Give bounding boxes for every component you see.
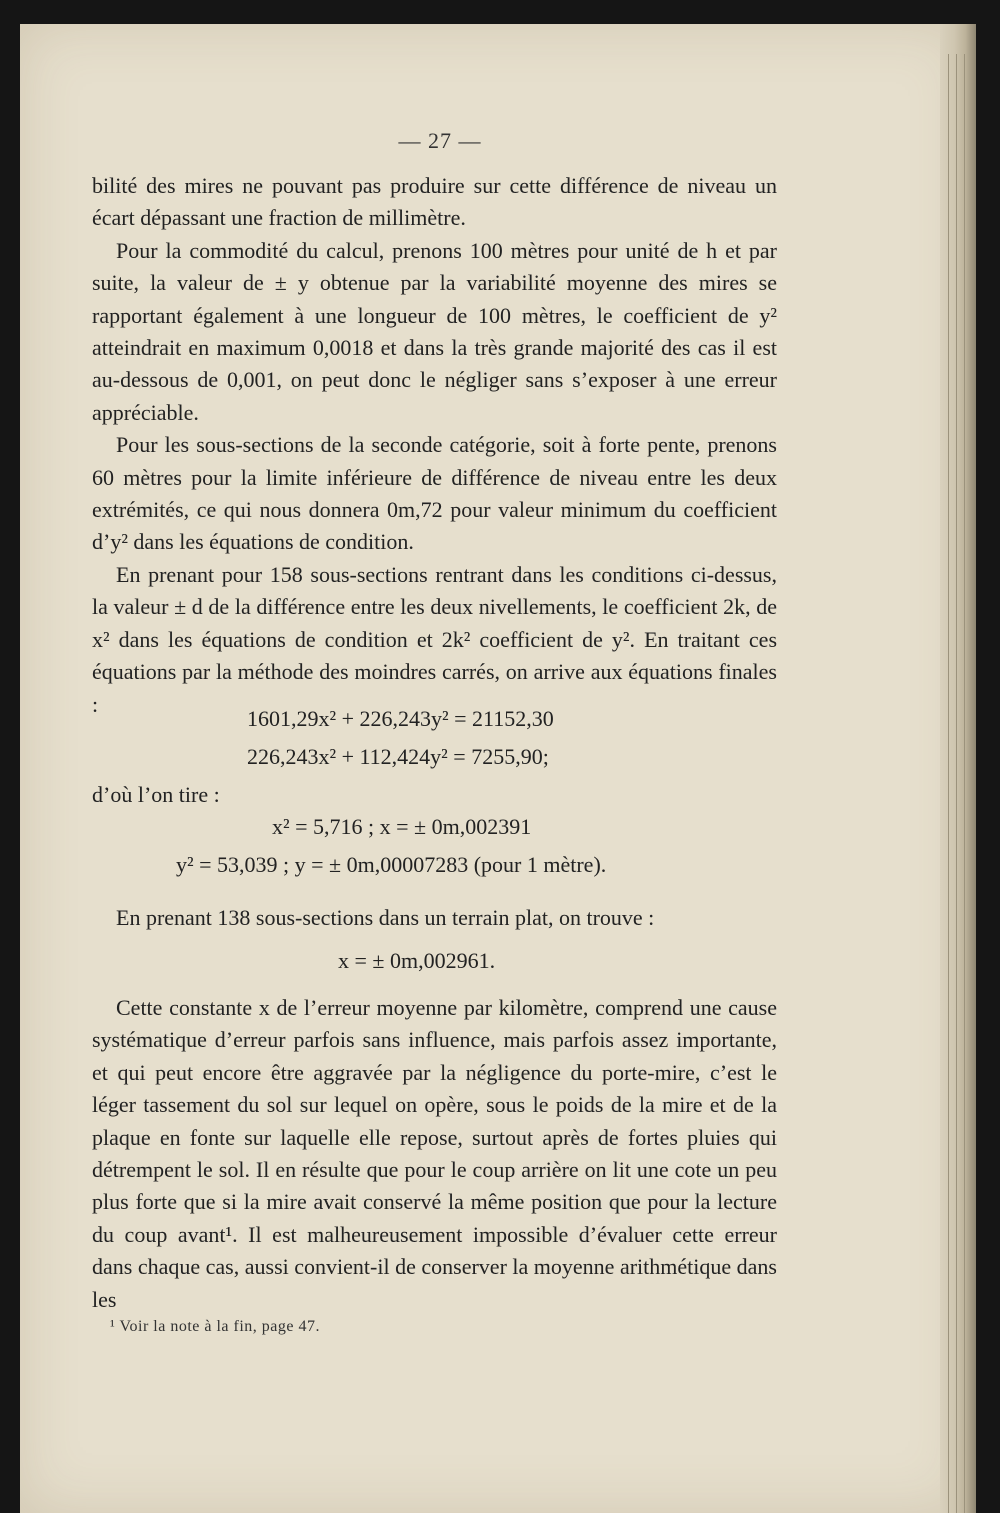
paragraph-6-wrap xyxy=(92,992,777,1316)
equation-3: x² = 5,716 ; x = ± 0m,002391 xyxy=(272,814,532,839)
paragraph-5: En prenant 138 sous-sections dans un terrain plat, on trouve : xyxy=(116,905,655,930)
edge-line xyxy=(964,54,965,1513)
page-number: — 27 — xyxy=(398,128,482,153)
equation-4: y² = 53,039 ; y = ± 0m,00007283 (pour 1 mètre). xyxy=(176,852,607,877)
paragraph-2: Pour la commodité du calcul, prenons 100 mètres pour unité de h et par suite, la valeur de ± y obtenue par la variabilité moyenne des mires se rapportant également à une longueur de 100 mètres, le coefficient de y² atteindrait en maximum 0,0018 et dans la très grande majorité des cas il est au-dessous de 0,001, on peut donc le négliger sans s’exposer à une erreur appréciable. xyxy=(92,237,777,425)
paragraph-6: Cette constante x de l’erreur moyenne par kilomètre, comprend une cause systématique d’erreur parfois sans influence, mais parfois assez importante, et qui peut encore être aggravée par la négligence du porte-mire, c’est le léger tassement du sol sur lequel on opère, sous le poids de la mire et de la plaque en fonte sur laquelle elle repose, surtout après de fortes pluies qui détrempent le sol. Il en résulte que pour le coup arrière on lit une cote un peu plus forte que si la mire avait conservé la même position que pour la lecture du coup avant¹. Il est malheureusement impossible d’évaluer cette erreur dans chaque cas, aussi convient-il de conserver la moyenne arithmétique dans les xyxy=(92,995,777,1312)
equation-2: 226,243x² + 112,424y² = 7255,90; xyxy=(247,744,549,769)
edge-line xyxy=(956,54,957,1513)
equation-lead: d’où l’on tire : xyxy=(92,782,220,807)
paragraph-1: bilité des mires ne pouvant pas produire sur cette différence de niveau un écart dépassant une fraction de millimètre. xyxy=(92,173,777,231)
equation-1: 1601,29x² + 226,243y² = 21152,30 xyxy=(247,706,554,731)
paragraph-5-wrap xyxy=(92,902,777,934)
equation-5: x = ± 0m,002961. xyxy=(338,948,496,973)
text-block-top xyxy=(92,170,777,721)
paragraph-3: Pour les sous-sections de la seconde catégorie, soit à forte pente, prenons 60 mètres pour la limite inférieure de différence de niveau entre les deux extrémités, ce qui nous donnera 0m,72 pour valeur minimum du coefficient d’y² dans les équations de condition. xyxy=(92,432,777,555)
edge-line xyxy=(948,54,949,1513)
paragraph-4: En prenant pour 158 sous-sections rentrant dans les conditions ci-dessus, la valeur ± d de la différence entre les deux nivellements, le coefficient 2k, de x² dans les équations de condition et 2k² coefficient de y². En traitant ces équations par la méthode des moindres carrés, on arrive aux équations finales : xyxy=(92,561,777,717)
footnote: ¹ Voir la note à la fin, page 47. xyxy=(110,1318,320,1335)
page-edge xyxy=(940,24,976,1513)
